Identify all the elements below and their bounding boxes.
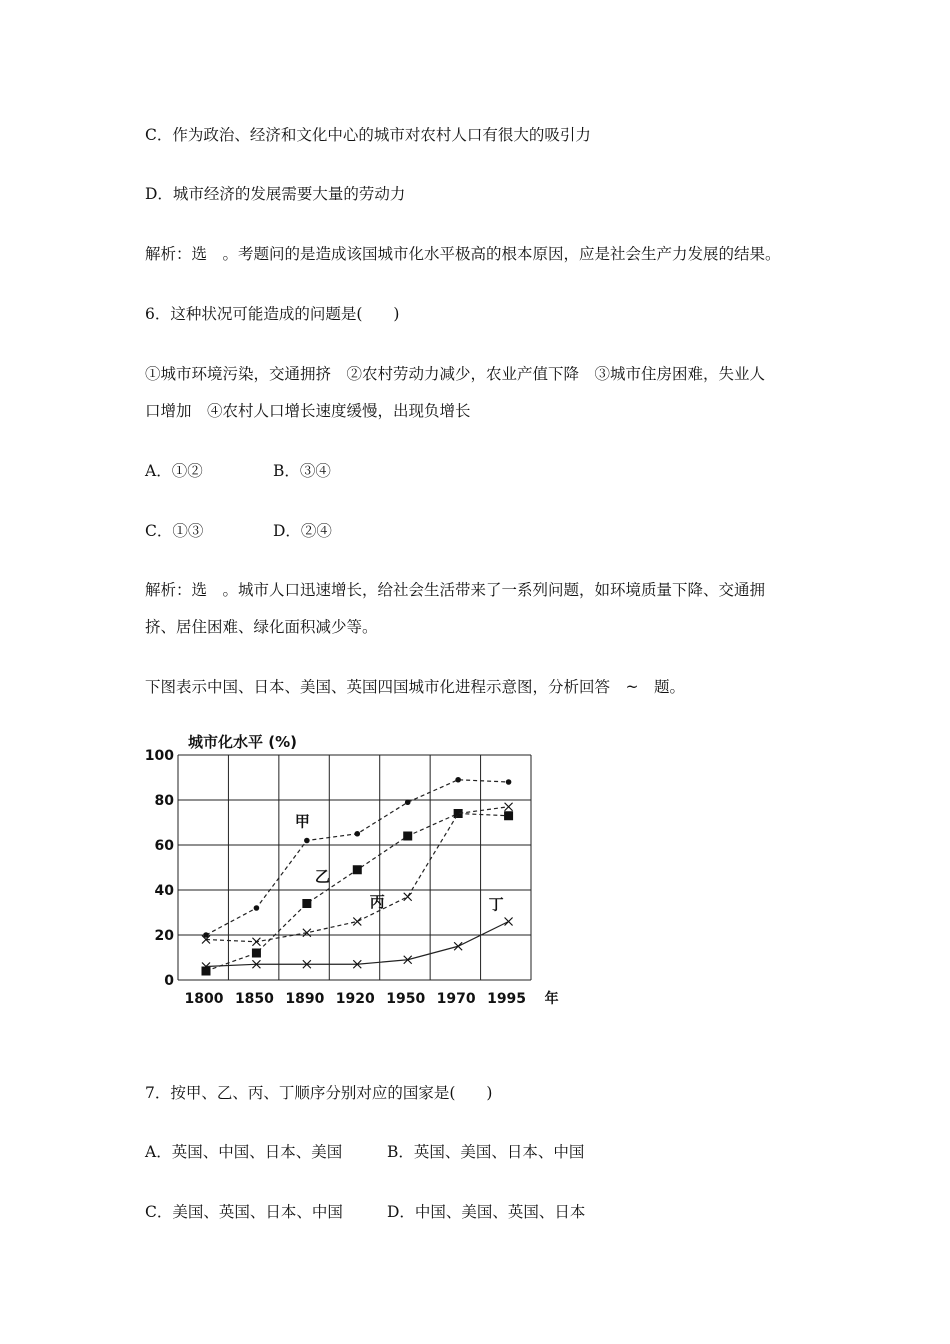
data-point-dot bbox=[405, 799, 411, 805]
analysis-text-2-cont: 挤、居住困难、绿化面积减少等。 bbox=[145, 618, 378, 636]
data-point-dot bbox=[254, 905, 260, 911]
analysis-text-2: 解析：选 。城市人口迅速增长，给社会生活带来了一系列问题，如环境质量下降、交通拥 bbox=[145, 581, 766, 599]
question-6-option-b: B．③④ bbox=[273, 462, 331, 480]
data-point-dot bbox=[455, 777, 461, 783]
y-tick-label: 60 bbox=[154, 838, 174, 854]
option-d-text: D．城市经济的发展需要大量的劳动力 bbox=[145, 185, 406, 203]
analysis-text: 解析：选 。考题问的是造成该国城市化水平极高的根本原因，应是社会生产力发展的结果。 bbox=[145, 245, 781, 263]
data-point-square bbox=[202, 967, 211, 976]
data-point-dot bbox=[506, 779, 512, 785]
x-tick-label: 1850 bbox=[234, 991, 274, 1007]
x-tick-label: 1800 bbox=[184, 991, 224, 1007]
option-c-text: C．作为政治、经济和文化中心的城市对农村人口有很大的吸引力 bbox=[145, 126, 591, 144]
x-tick-label: 1970 bbox=[436, 991, 476, 1007]
data-point-square bbox=[353, 865, 362, 874]
data-point-x bbox=[404, 893, 412, 901]
urbanization-chart-svg bbox=[140, 725, 570, 1015]
data-point-x bbox=[454, 942, 462, 950]
data-point-square bbox=[302, 899, 311, 908]
y-tick-label: 40 bbox=[154, 883, 174, 899]
y-tick-label: 100 bbox=[144, 748, 174, 764]
question-6-items: ①城市环境污染，交通拥挤 ②农村劳动力减少，农业产值下降 ③城市住房困难，失业人 bbox=[145, 365, 766, 383]
data-point-dot bbox=[354, 831, 360, 837]
question-6-option-a: A．①② bbox=[145, 462, 203, 480]
y-tick-label: 80 bbox=[154, 793, 174, 809]
data-point-x bbox=[505, 803, 513, 811]
y-axis-label: 城市化水平 (%) bbox=[188, 733, 297, 751]
data-point-x bbox=[505, 918, 513, 926]
x-tick-label: 1950 bbox=[386, 991, 426, 1007]
question-6-stem: 6．这种状况可能造成的问题是( ) bbox=[145, 305, 400, 323]
question-6-option-d: D．②④ bbox=[273, 522, 332, 540]
question-7-option-b: B．英国、美国、日本、中国 bbox=[387, 1143, 585, 1161]
x-axis-unit: 年 bbox=[544, 991, 559, 1007]
question-7-option-c: C．美国、英国、日本、中国 bbox=[145, 1203, 343, 1221]
series-label: 丙 bbox=[369, 892, 385, 911]
series-line-4 bbox=[206, 922, 509, 967]
x-tick-label: 1920 bbox=[335, 991, 375, 1007]
series-label: 丁 bbox=[488, 895, 504, 914]
data-point-square bbox=[403, 832, 412, 841]
x-tick-label: 1995 bbox=[487, 991, 527, 1007]
series-label: 甲 bbox=[294, 812, 310, 831]
y-tick-label: 20 bbox=[154, 928, 174, 944]
question-6-items-cont: 口增加 ④农村人口增长速度缓慢，出现负增长 bbox=[145, 402, 471, 420]
data-point-dot bbox=[304, 838, 310, 844]
chart-intro-text: 下图表示中国、日本、美国、英国四国城市化进程示意图，分析回答 ~ 题。 bbox=[145, 678, 685, 696]
data-point-x bbox=[252, 938, 260, 946]
question-7-option-a: A．英国、中国、日本、美国 bbox=[145, 1143, 343, 1161]
question-7-stem: 7．按甲、乙、丙、丁顺序分别对应的国家是( ) bbox=[145, 1084, 493, 1102]
data-point-square bbox=[504, 811, 513, 820]
urbanization-chart bbox=[140, 725, 570, 1015]
series-line-2 bbox=[206, 814, 509, 972]
x-tick-label: 1890 bbox=[285, 991, 325, 1007]
y-tick-label: 0 bbox=[164, 973, 174, 989]
data-point-square bbox=[252, 949, 261, 958]
series-line-1 bbox=[206, 780, 509, 935]
question-6-option-c: C．①③ bbox=[145, 522, 204, 540]
question-7-option-d: D．中国、美国、英国、日本 bbox=[387, 1203, 586, 1221]
series-label: 乙 bbox=[314, 867, 330, 886]
data-point-x bbox=[353, 918, 361, 926]
